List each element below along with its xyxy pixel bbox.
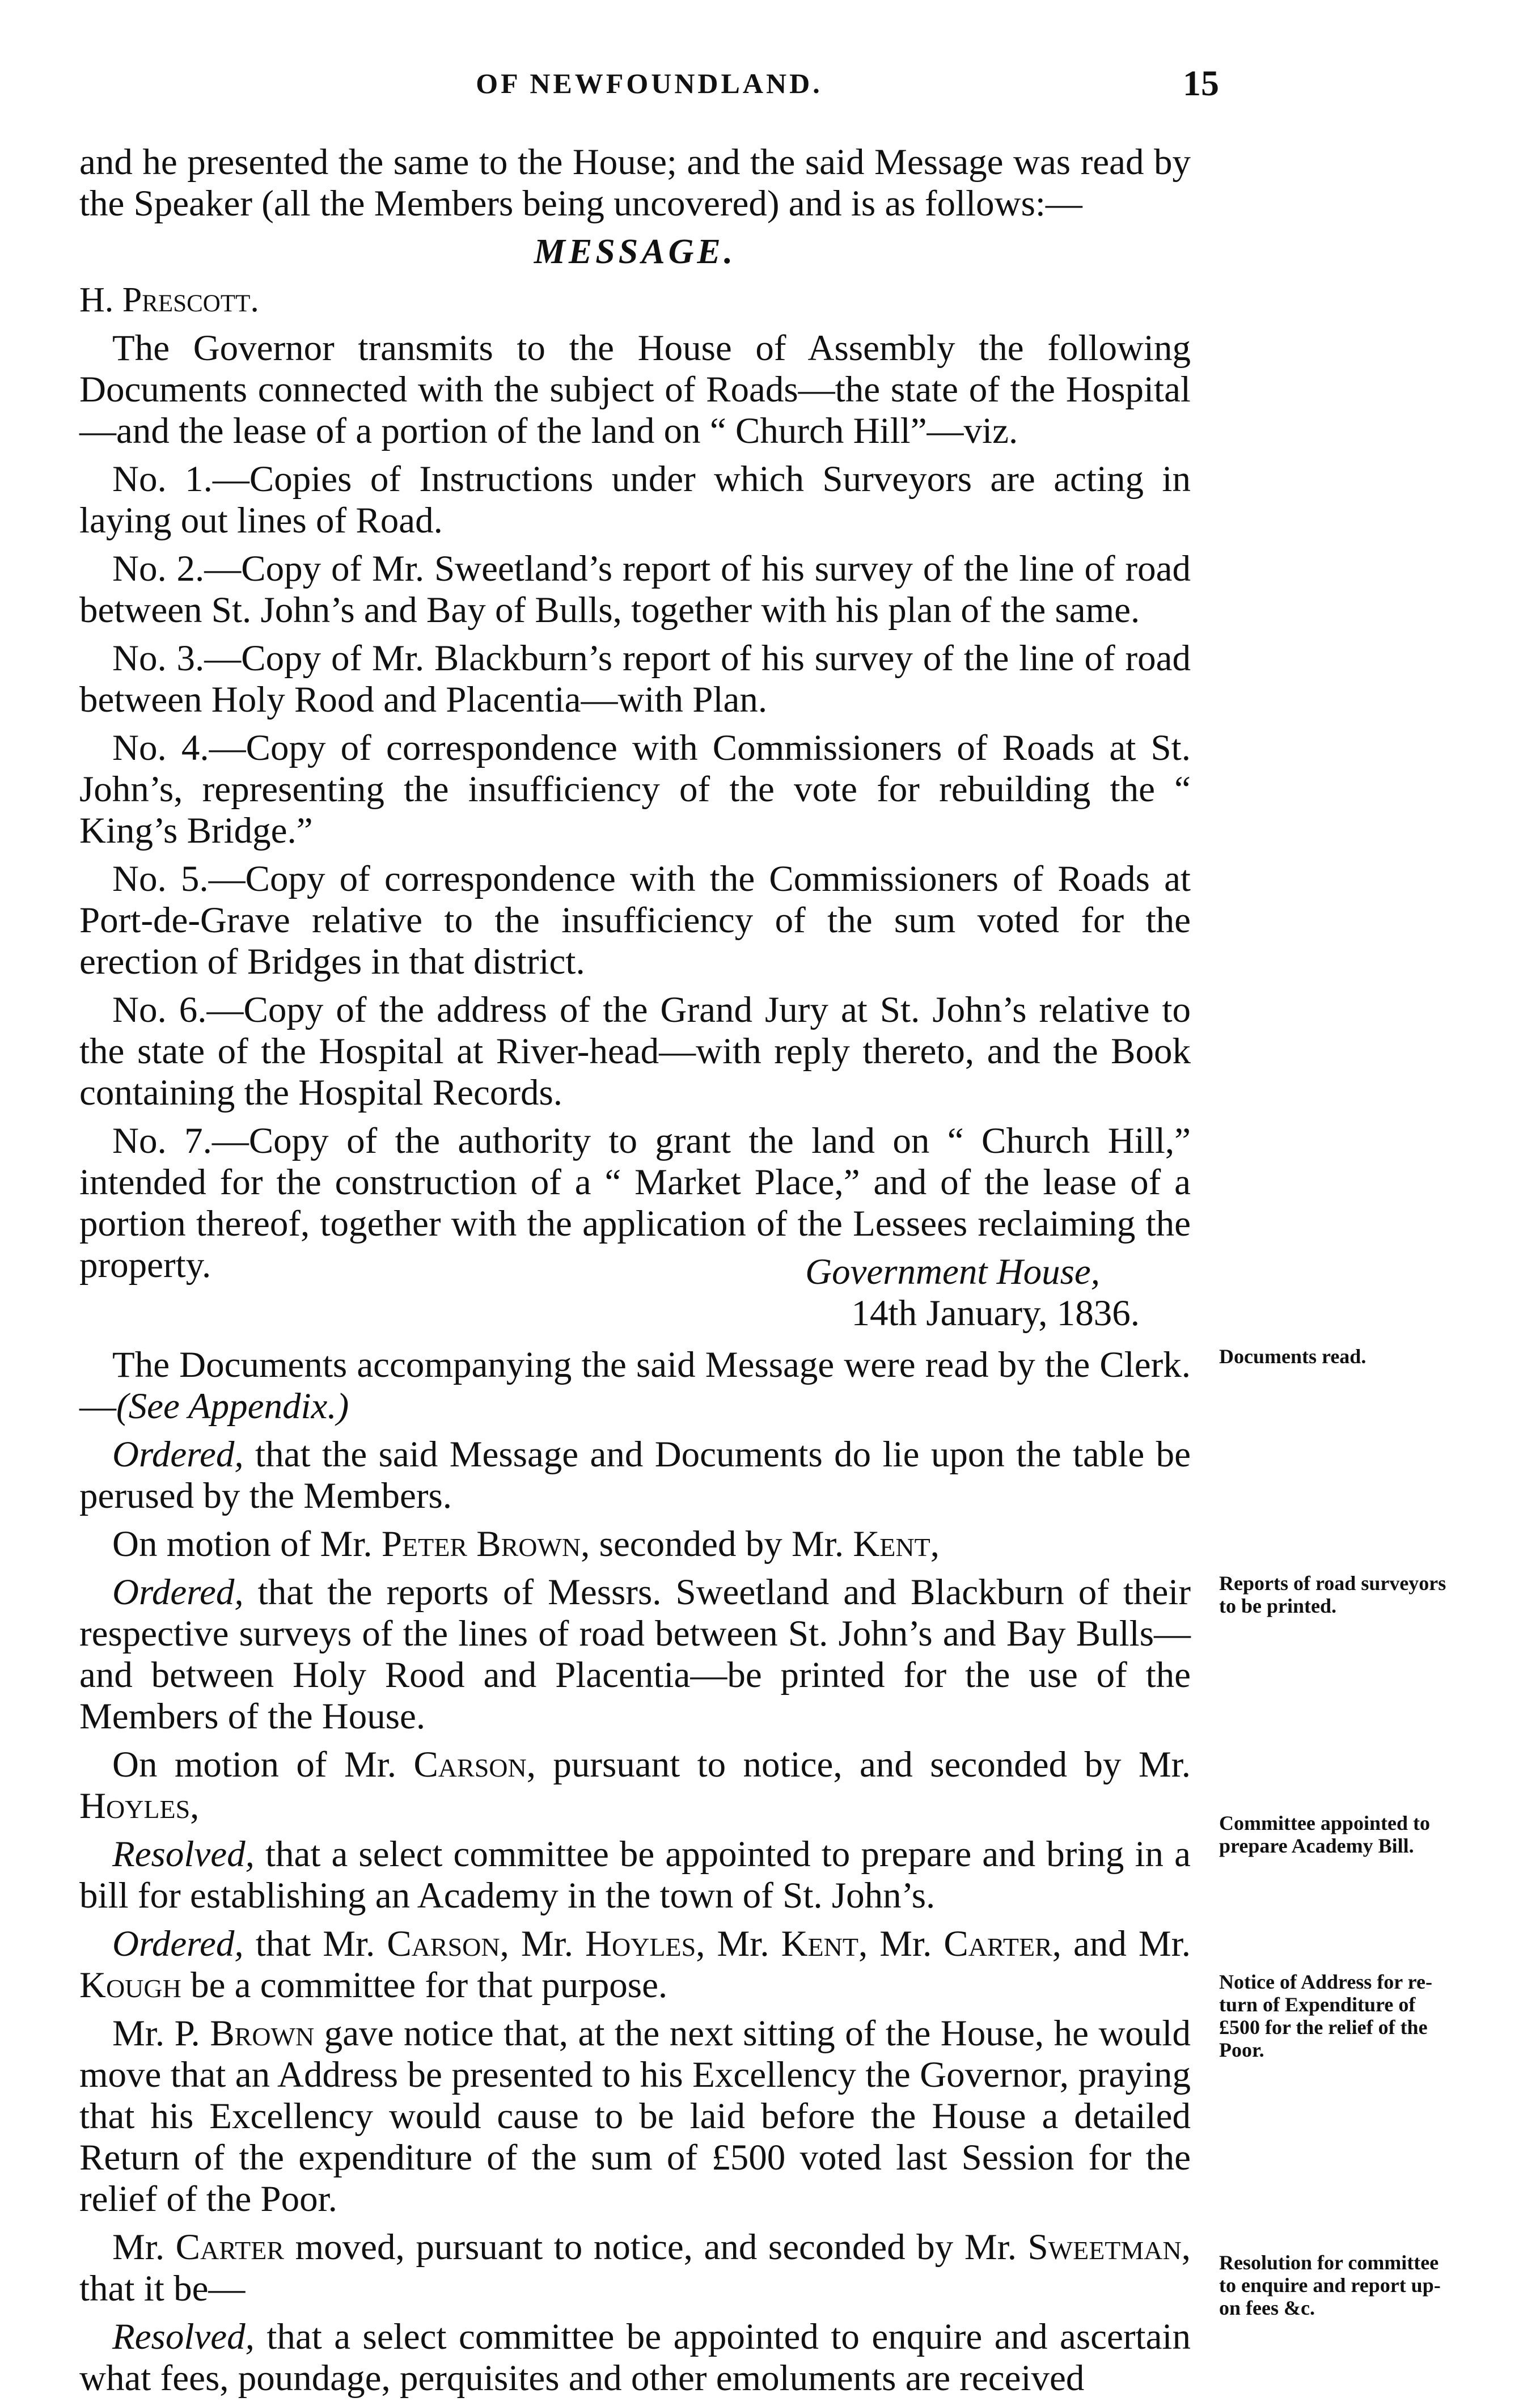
- marginal-line: prepare Academy Bill.: [1219, 1834, 1414, 1857]
- marginal-line: Documents read.: [1219, 1345, 1366, 1368]
- ordered-word: Ordered,: [112, 1434, 244, 1475]
- marginal-note-academy-committee: [1219, 1812, 1503, 1857]
- running-head: OF NEWFOUNDLAND.: [476, 67, 823, 99]
- paragraph-carter-motion: [79, 2227, 1191, 2310]
- marginal-line: to be printed.: [1219, 1595, 1336, 1617]
- motion-1-text-a: On motion of Mr.: [112, 1524, 382, 1564]
- motion-1-text-c: ,: [930, 1524, 940, 1564]
- main-text: [79, 142, 1191, 2406]
- paragraph-ordered-1: [79, 1434, 1191, 1517]
- motion-2-text-b: , pursuant to notice, and seconded by Mr.: [526, 1744, 1191, 1785]
- marginal-note-documents-read: [1219, 1345, 1503, 1368]
- ordered-3-text: that Mr.: [243, 1923, 387, 1964]
- paragraph-resolved-2: [79, 2316, 1191, 2399]
- separator: , Mr.: [696, 1923, 781, 1964]
- motion-2-text-c: ,: [190, 1786, 200, 1826]
- item-no3: No. 3.—Copy of Mr. Blackburn’s report of his survey of the line of road between Holy Rood and Placentia—with Plan.: [79, 638, 1191, 720]
- signer: H. Prescott.: [79, 281, 259, 319]
- member-name: Hoyles: [79, 1786, 191, 1826]
- marginal-line: Poor.: [1219, 2039, 1264, 2061]
- member-name: Brown: [210, 2013, 315, 2054]
- item-no6: No. 6.—Copy of the address of the Grand Jury at St. John’s relative to the state of the Hospital at River-head—with reply thereto, and the Book containing the Hospital Records.: [79, 990, 1191, 1113]
- page-header: [79, 63, 1219, 118]
- separator: , Mr.: [858, 1923, 944, 1964]
- signature-block: [79, 1251, 1191, 1334]
- resolved-word: Resolved,: [112, 1834, 255, 1875]
- item-no1: No. 1.—Copies of Instructions under which Surveyors are acting in laying out lines of Road.: [79, 459, 1191, 541]
- ordered-2-text: that the reports of Messrs. Sweetland and Blackburn of their respective surveys of the lines of road between St. John’s and Bay Bulls—and between Holy Rood and Placentia—be printed for the use of the Members of the House.: [79, 1572, 1191, 1737]
- marginal-line: Resolution for committee: [1219, 2251, 1439, 2274]
- separator: , Mr.: [500, 1923, 586, 1964]
- paragraph-ordered-3: [79, 1923, 1191, 2006]
- ordered-3-end: be a committee for that purpose.: [181, 1965, 668, 2006]
- member-name: Kough: [79, 1965, 181, 2006]
- member-name: Kent: [781, 1923, 858, 1964]
- paragraph-governor: The Governor transmits to the House of Assembly the following Documents connected with the subject of Roads—the state of the Hospital—and the lease of a portion of the land on “ Church Hill”—viz.: [79, 328, 1191, 451]
- item-no7: No. 7.—Copy of the authority to grant the land on “ Church Hill,” intended for the construction of a “ Market Place,” and of the lease of a portion thereof, together with the application of the Lessees reclaiming the property.: [79, 1120, 1191, 1286]
- member-name: Carson: [387, 1923, 500, 1964]
- ordered-1-text: that the said Message and Documents do lie upon the table be perused by the Members.: [79, 1434, 1191, 1516]
- paragraph-motion-2: [79, 1744, 1191, 1827]
- member-name: Carson: [413, 1744, 527, 1785]
- item-no5: No. 5.—Copy of correspondence with the Commissioners of Roads at Port-de-Grave relative to the insufficiency of the sum voted for the erection of Bridges in that district.: [79, 859, 1191, 982]
- member-name: Sweetman: [1027, 2227, 1182, 2268]
- message-heading: MESSAGE.: [534, 232, 737, 271]
- see-appendix: (See Appendix.): [116, 1386, 349, 1427]
- ordered-word: Ordered,: [112, 1923, 244, 1964]
- marginal-line: Notice of Address for re-: [1219, 1971, 1432, 1993]
- marginal-line: £500 for the relief of the: [1219, 2016, 1428, 2039]
- separator: , and Mr.: [1052, 1923, 1191, 1964]
- paragraph-ordered-2: [79, 1572, 1191, 1737]
- marginal-note-reports-printed: [1219, 1572, 1503, 1617]
- motion-2-text-a: On motion of Mr.: [112, 1744, 414, 1785]
- motion-1-text-b: , seconded by Mr.: [581, 1524, 853, 1564]
- marginal-line: turn of Expenditure of: [1219, 1993, 1416, 2016]
- member-name: Kent: [853, 1524, 930, 1564]
- item-no4: No. 4.—Copy of correspondence with Commissioners of Roads at St. John’s, representing the insufficiency of the vote for rebuilding the “ King’s Bridge.”: [79, 728, 1191, 851]
- paragraph-resolved-1: [79, 1834, 1191, 1917]
- paragraph-intro: and he presented the same to the House; and the said Message was read by the Speaker (all the Members being uncovered) and is as follows:—: [79, 142, 1191, 224]
- paragraph-notice: [79, 2013, 1191, 2220]
- carter-text-b: moved, pursuant to notice, and seconded by Mr.: [284, 2227, 1028, 2268]
- marginal-note-address-notice: [1219, 1971, 1503, 2061]
- signature-date: 14th January, 1836.: [851, 1293, 1140, 1334]
- marginal-line: on fees &c.: [1219, 2297, 1315, 2319]
- notice-text-a: Mr. P.: [112, 2013, 210, 2054]
- notice-text-b: gave notice that, at the next sitting of the House, he would move that an Address be presented to his Excellency the Governor, praying that his Excellency would cause to be laid before the House a detailed Return of the expenditure of the sum of £500 voted last Session for the relief of the Poor.: [79, 2013, 1191, 2219]
- member-name: Hoyles: [585, 1923, 696, 1964]
- carter-text-a: Mr.: [112, 2227, 176, 2268]
- marginal-note-fees-committee: [1219, 2251, 1503, 2319]
- item-no2: No. 2.—Copy of Mr. Sweetland’s report of his survey of the line of road between St. John’s and Bay of Bulls, together with his plan of the same.: [79, 548, 1191, 631]
- marginal-line: Reports of road surveyors: [1219, 1572, 1446, 1595]
- resolved-1-text: that a select committee be appointed to prepare and bring in a bill for establishing an Academy in the town of St. John’s.: [79, 1834, 1191, 1916]
- member-name: Peter Brown: [381, 1524, 581, 1564]
- ordered-word: Ordered,: [112, 1572, 244, 1613]
- paragraph-docs-read: [79, 1344, 1191, 1427]
- member-name: Carter: [175, 2227, 285, 2268]
- resolved-2-text: that a select committee be appointed to enquire and ascertain what fees, poundage, perquisites and other emoluments are received: [79, 2316, 1191, 2399]
- page-number: 15: [1183, 63, 1219, 103]
- marginal-line: Committee appointed to: [1219, 1812, 1430, 1834]
- paragraph-motion-1: [79, 1524, 1191, 1565]
- resolved-word: Resolved,: [112, 2316, 255, 2357]
- signature-place: Government House,: [805, 1251, 1100, 1292]
- docs-read-text: The Documents accompanying the said Message were read by the Clerk.—: [79, 1344, 1191, 1427]
- marginal-line: to enquire and report up-: [1219, 2274, 1441, 2297]
- member-name: Carter: [944, 1923, 1052, 1964]
- carter-text-c: , that it be—: [79, 2227, 1191, 2309]
